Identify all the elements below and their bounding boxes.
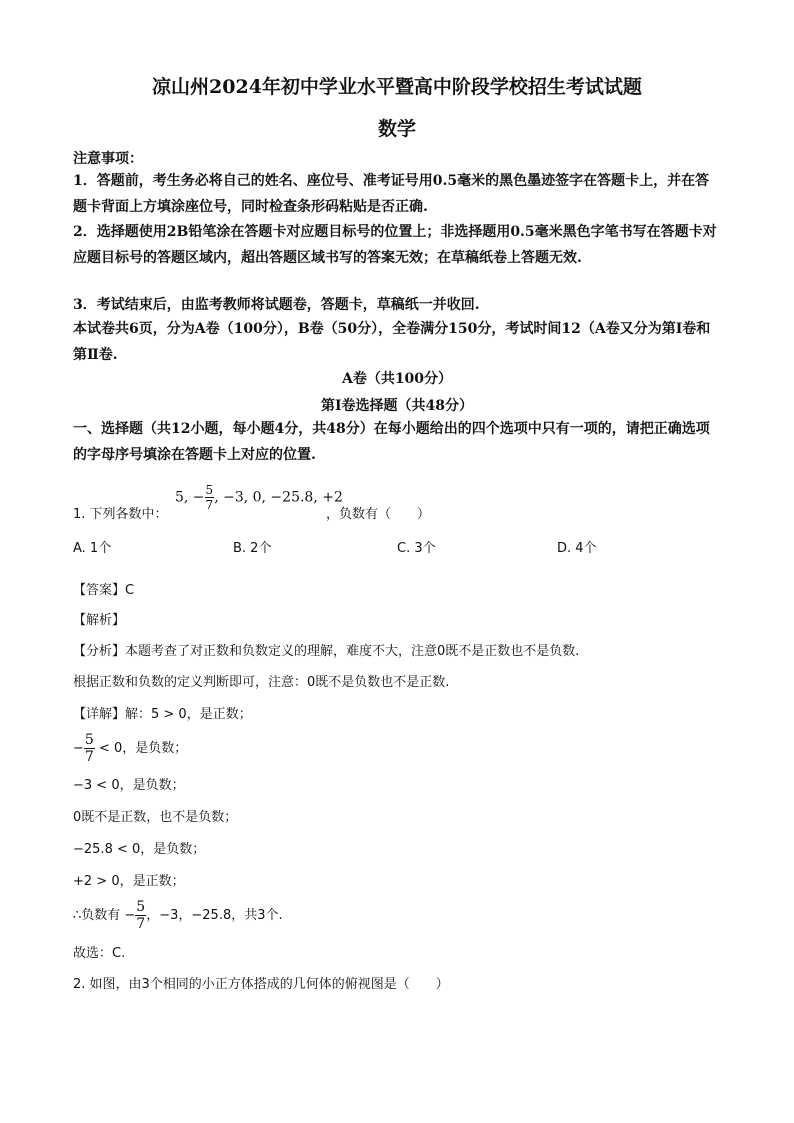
notice-item-3: 3．考试结束后，由监考教师将试题卷，答题卡，草稿纸一并收回. [73,297,480,313]
conclusion-part-a: ∴负数有 − [73,908,136,923]
q1-frac-num: 5 [205,483,214,497]
answer-value: C [125,583,135,598]
step-1-fraction [84,733,95,764]
step-1: − $\frac{5}{7}$ < 0，是负数； [73,732,188,765]
q1-number-list [175,484,343,511]
part-1-instructions: 一、选择题（共12小题，每小题4分，共48分）在每小题给出的四个选项中只有一项的，请把正确选项的字母序号填涂在答题卡上对应的位置. [73,421,710,463]
subject-title: 数学 [377,118,416,140]
exam-intro: 本试卷共6页，分为A卷（100分），B卷（50分），全卷满分150分，考试时间12（A卷又分为第Ⅰ卷和第Ⅱ卷. [73,321,711,363]
q1-option-b: B. 2个 [233,541,272,556]
q1-option-d: D. 4个 [557,541,597,556]
volume-1-heading: 第Ⅰ卷选择题（共48分） [320,398,474,414]
q1-option-c: C. 3个 [397,541,436,556]
notice-heading: 注意事项： [73,151,143,167]
analysis-text: 【分析】本题考查了对正数和负数定义的理解，难度不大，注意0既不是正数也不是负数. [73,644,580,659]
q1-answer [73,579,134,598]
exam-title: 凉山州2024年初中学业水平暨高中阶段学校招生考试试题 [152,76,642,98]
q1-expr-part-b: , −3, 0, −25.8, +2 [214,489,343,506]
choice-line: 故选：C. [73,946,126,961]
q1-fraction [205,484,215,511]
analysis-label: 【解析】 [73,613,126,628]
q1-frac-den: 7 [205,498,214,512]
q1-prefix: 1. 下列各数中： [73,507,168,522]
a-volume-heading: A卷（共100分） [341,371,453,387]
step-1-frac-num: 5 [84,732,94,748]
step-4: −25.8 < 0，是负数； [73,842,206,857]
conclusion-part-b: ，−3，−25.8，共3个. [146,908,283,923]
conclusion-frac-den: 7 [136,916,146,932]
step-1-frac-den: 7 [84,749,94,765]
q2-text: 2. 如图，由3个相同的小正方体搭成的几何体的俯视图是（ ） [73,977,449,992]
q1-suffix: ，负数有（ ） [326,507,431,522]
q1-option-a: A. 1个 [73,541,112,556]
conclusion-fraction [135,900,146,931]
q1-expr-part-a: 5, − [175,489,205,506]
notice-item-1: 1．答题前，考生务必将自己的姓名、座位号、准考证号用0.5毫米的黑色墨迹签字在答题卡上，并在答题卡背面上方填涂座位号，同时检查条形码粘贴是否正确. [73,173,710,215]
step-5: +2 > 0，是正数； [73,874,185,889]
detail-line: 【详解】解：5 > 0，是正数； [73,707,252,722]
step-1-tail: < 0，是负数； [94,741,188,756]
conclusion [73,900,283,931]
step-2: −3 < 0，是负数； [73,778,185,793]
answer-label: 【答案】 [73,583,126,598]
conclusion-frac-num: 5 [136,899,146,915]
step-3: 0既不是正数，也不是负数； [73,810,238,825]
rule-text: 根据正数和负数的定义判断即可，注意：0既不是负数也不是正数. [73,675,450,690]
notice-item-2: 2．选择题使用2B铅笔涂在答题卡对应题目标号的位置上；非选择题用0.5毫米黑色字笔书写在答题卡对应题目标号的答题区域内，超出答题区域书写的答案无效；在草稿纸卷上答题无效. [73,224,717,266]
